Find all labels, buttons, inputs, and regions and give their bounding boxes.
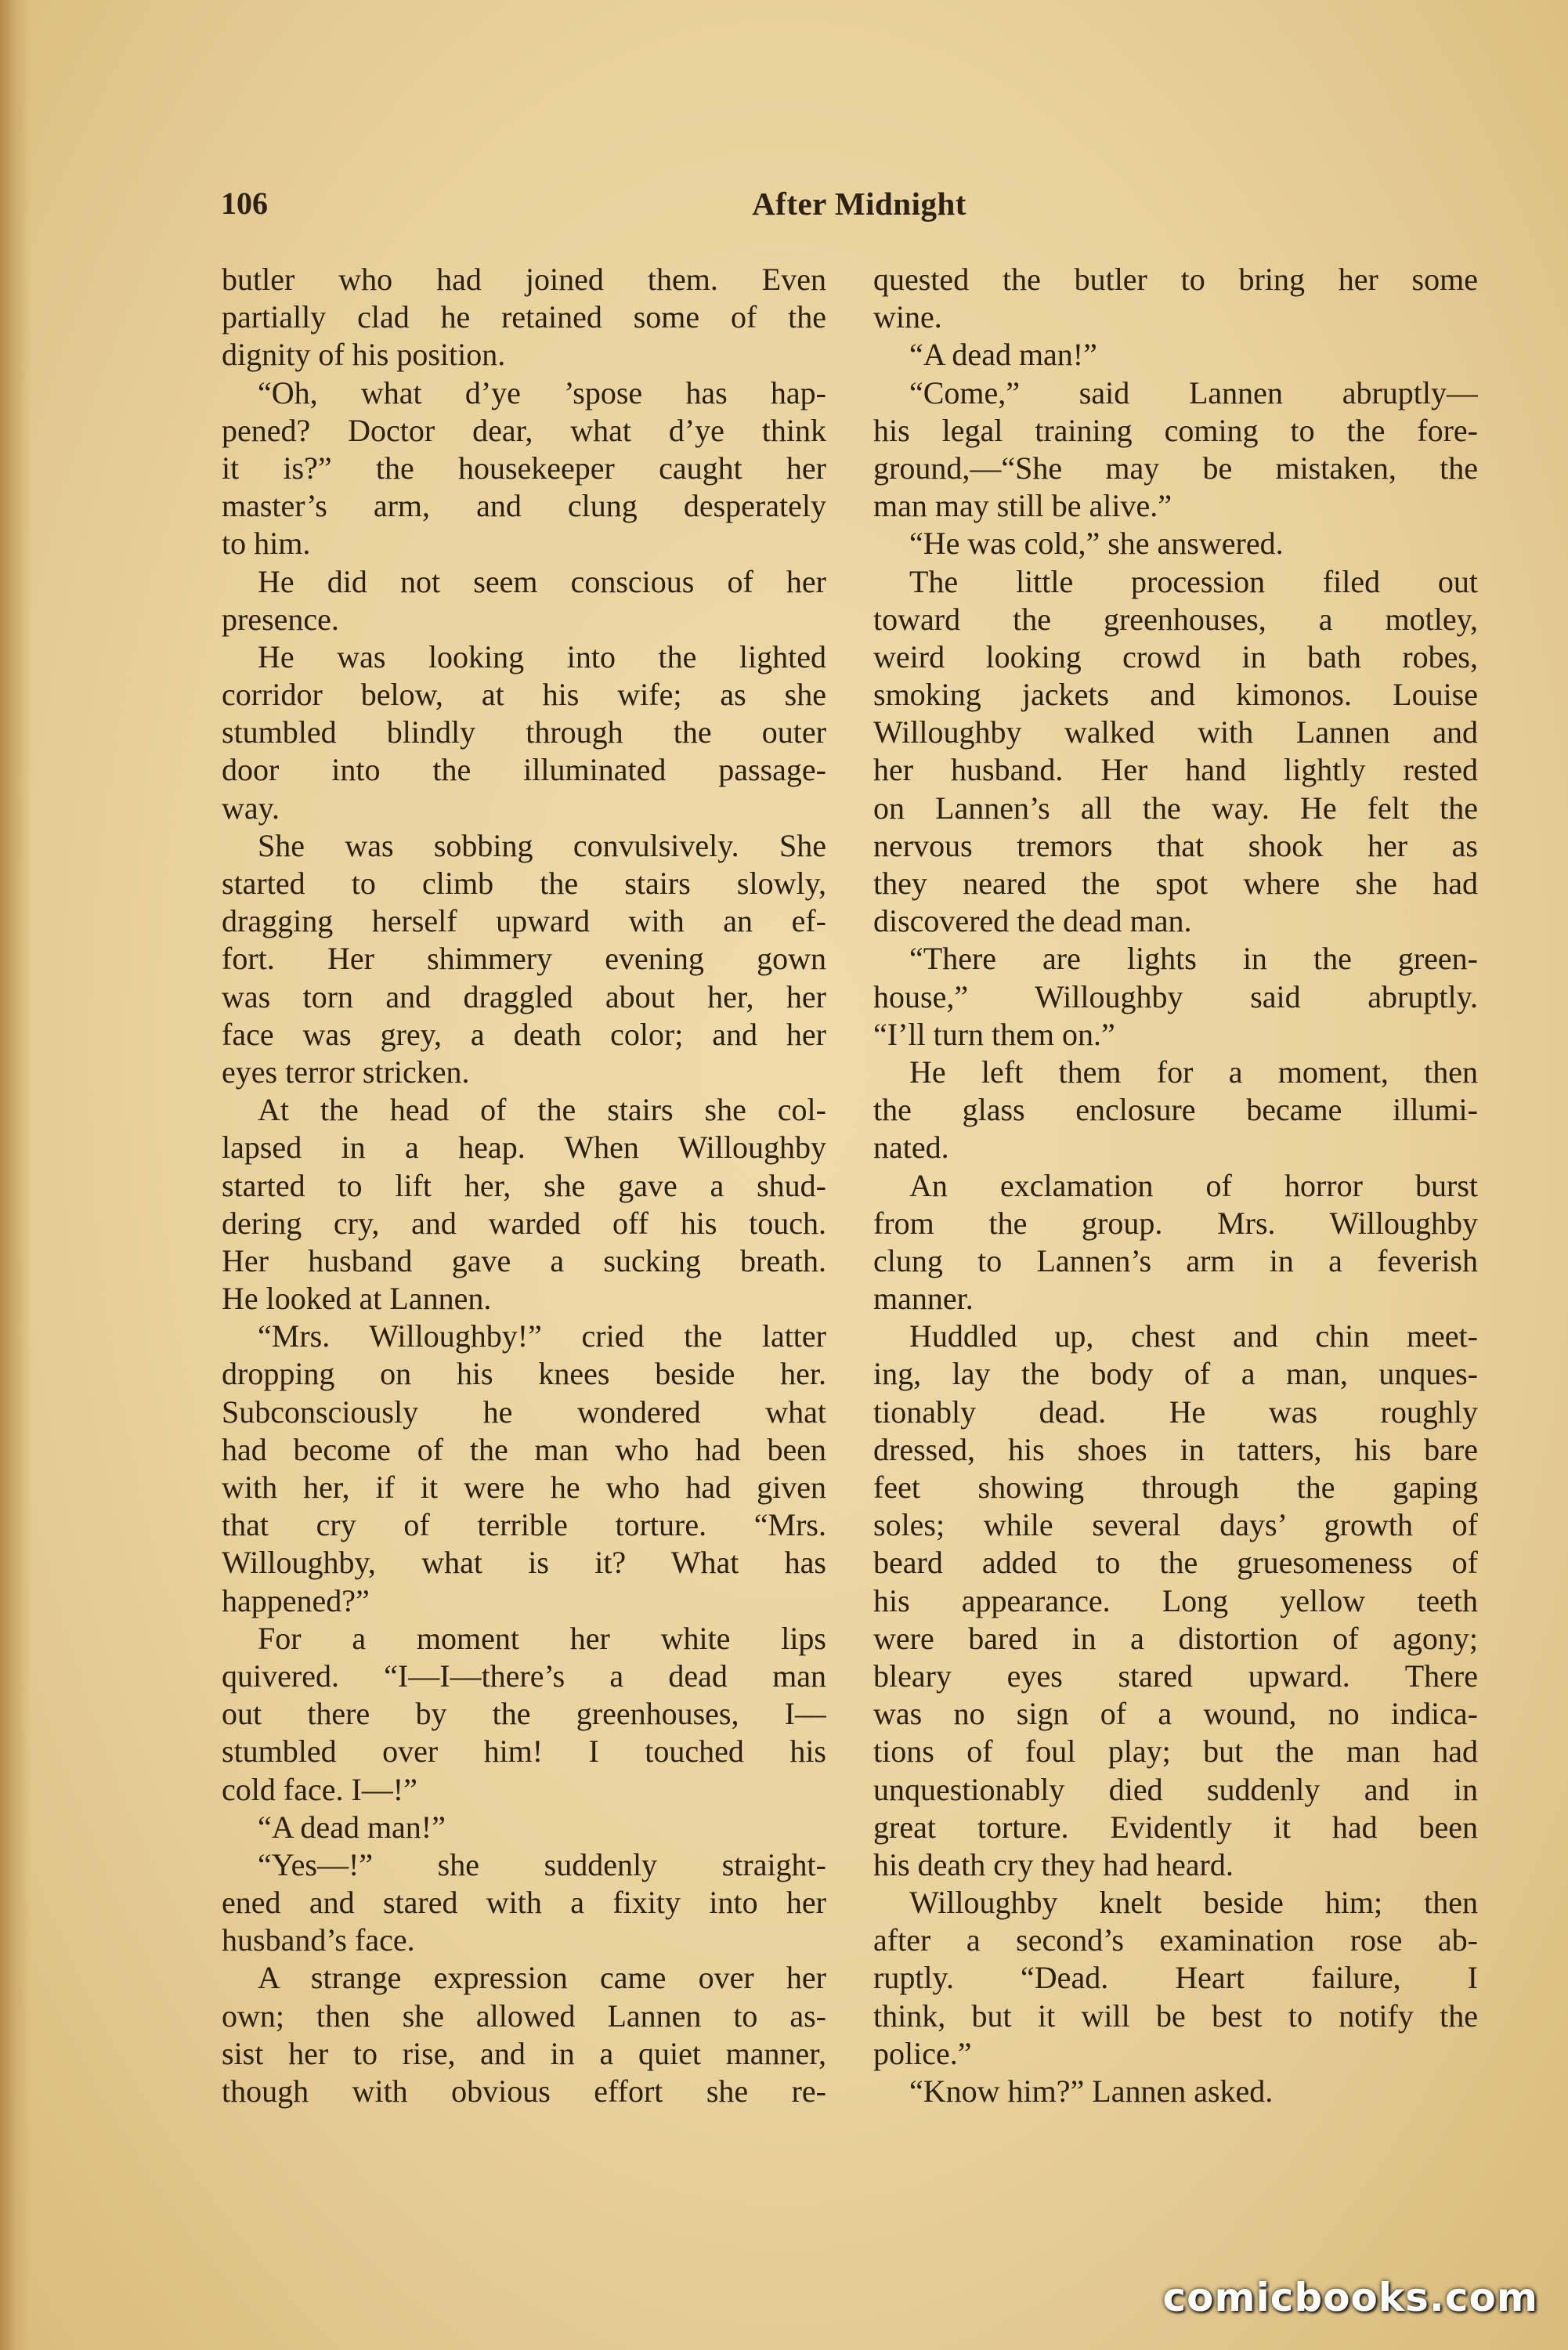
text-line: tionably dead. He was roughly bbox=[873, 1394, 1478, 1430]
text-line: fort. Her shimmery evening gown bbox=[222, 941, 826, 977]
text-line: “Yes—!” she suddenly straight- bbox=[258, 1846, 826, 1882]
text-line: ing, lay the body of a man, unques- bbox=[873, 1356, 1478, 1392]
text-line: police.” bbox=[873, 2035, 972, 2071]
text-line: A strange expression came over her bbox=[258, 1960, 826, 1996]
text-line: her husband. Her hand lightly rested bbox=[873, 752, 1478, 788]
text-line: ground,—“She may be mistaken, the bbox=[873, 450, 1478, 486]
text-line: on Lannen’s all the way. He felt the bbox=[873, 790, 1478, 826]
text-line: clung to Lannen’s arm in a feverish bbox=[873, 1242, 1478, 1278]
text-line: “Oh, what d’ye ’spose has hap- bbox=[258, 374, 826, 410]
right-text-column bbox=[873, 261, 1478, 2110]
text-line: sist her to rise, and in a quiet manner, bbox=[222, 2035, 826, 2071]
text-line: they neared the spot where she had bbox=[873, 866, 1478, 901]
text-line: to him. bbox=[222, 526, 311, 562]
site-watermark: comicbooks.com bbox=[1162, 2275, 1538, 2320]
text-line: discovered the dead man. bbox=[873, 903, 1192, 939]
text-line: the glass enclosure became illumi- bbox=[873, 1092, 1478, 1128]
text-line: “A dead man!” bbox=[258, 1809, 446, 1845]
text-line: dignity of his position. bbox=[222, 337, 506, 373]
text-line: manner. bbox=[873, 1281, 974, 1317]
text-line: after a second’s examination rose ab- bbox=[873, 1922, 1478, 1958]
text-line: Huddled up, chest and chin meet- bbox=[909, 1318, 1478, 1354]
text-line: She was sobbing convulsively. She bbox=[258, 827, 826, 863]
text-line: Willoughby walked with Lannen and bbox=[873, 714, 1478, 750]
text-line: soles; while several days’ growth of bbox=[873, 1507, 1478, 1543]
text-line: his appearance. Long yellow teeth bbox=[873, 1582, 1478, 1618]
running-title: After Midnight bbox=[752, 186, 966, 222]
text-line: happened?” bbox=[222, 1582, 370, 1618]
text-line: dering cry, and warded off his touch. bbox=[222, 1205, 826, 1241]
page-header bbox=[221, 185, 1498, 224]
text-line: ruptly. “Dead. Heart failure, I bbox=[873, 1960, 1478, 1996]
text-line: For a moment her white lips bbox=[258, 1620, 826, 1656]
text-line: door into the illuminated passage- bbox=[222, 752, 826, 788]
text-line: unquestionably died suddenly and in bbox=[873, 1771, 1478, 1807]
text-line: The little procession filed out bbox=[909, 563, 1478, 599]
text-line: butler who had joined them. Even bbox=[222, 262, 826, 297]
text-line: wine. bbox=[873, 299, 942, 335]
text-line: Willoughby knelt beside him; then bbox=[909, 1885, 1478, 1921]
text-line: tions of foul play; but the man had bbox=[873, 1734, 1478, 1770]
text-line: nervous tremors that shook her as bbox=[873, 827, 1478, 863]
text-line: master’s arm, and clung desperately bbox=[222, 488, 826, 524]
text-line: with her, if it were he who had given bbox=[222, 1470, 826, 1505]
page-number: 106 bbox=[221, 186, 268, 221]
left-text-column bbox=[222, 261, 826, 2110]
text-line: weird looking crowd in bath robes, bbox=[873, 638, 1478, 674]
text-line: from the group. Mrs. Willoughby bbox=[873, 1205, 1478, 1241]
text-line: pened? Doctor dear, what d’ye think bbox=[222, 412, 826, 448]
text-line: dropping on his knees beside her. bbox=[222, 1356, 826, 1392]
text-line: out there by the greenhouses, I— bbox=[222, 1696, 826, 1732]
text-line: were bared in a distortion of agony; bbox=[873, 1620, 1478, 1656]
text-line: ened and stared with a fixity into her bbox=[222, 1885, 826, 1921]
text-line: his death cry they had heard. bbox=[873, 1846, 1234, 1882]
text-line: He left them for a moment, then bbox=[909, 1054, 1478, 1090]
text-line: An exclamation of horror burst bbox=[909, 1167, 1478, 1203]
text-line: “A dead man!” bbox=[909, 337, 1097, 373]
text-line: stumbled blindly through the outer bbox=[222, 714, 826, 750]
text-line: man may still be alive.” bbox=[873, 488, 1172, 524]
text-line: own; then she allowed Lannen to as- bbox=[222, 1998, 826, 2034]
text-line: dressed, his shoes in tatters, his bare bbox=[873, 1431, 1478, 1467]
text-line: house,” Willoughby said abruptly. bbox=[873, 978, 1478, 1014]
text-line: cold face. I—!” bbox=[222, 1771, 417, 1807]
text-line: “Come,” said Lannen abruptly— bbox=[909, 374, 1478, 410]
text-line: was torn and draggled about her, her bbox=[222, 978, 826, 1014]
text-line: “Mrs. Willoughby!” cried the latter bbox=[258, 1318, 826, 1354]
text-line: Willoughby, what is it? What has bbox=[222, 1545, 826, 1581]
text-line: great torture. Evidently it had been bbox=[873, 1809, 1478, 1845]
text-line: that cry of terrible torture. “Mrs. bbox=[222, 1507, 826, 1543]
text-line: He looked at Lannen. bbox=[222, 1281, 492, 1317]
text-line: “There are lights in the green- bbox=[909, 941, 1478, 977]
text-line: think, but it will be best to notify the bbox=[873, 1998, 1478, 2034]
text-line: it is?” the housekeeper caught her bbox=[222, 450, 826, 486]
text-line: way. bbox=[222, 790, 280, 826]
text-line: though with obvious effort she re- bbox=[222, 2073, 826, 2109]
text-line: quested the butler to bring her some bbox=[873, 262, 1478, 297]
text-line: stumbled over him! I touched his bbox=[222, 1734, 826, 1770]
text-line: quivered. “I—I—there’s a dead man bbox=[222, 1658, 826, 1694]
text-line: started to climb the stairs slowly, bbox=[222, 866, 826, 901]
text-line: husband’s face. bbox=[222, 1922, 415, 1958]
text-line: presence. bbox=[222, 601, 339, 637]
text-line: face was grey, a death color; and her bbox=[222, 1016, 826, 1052]
text-line: lapsed in a heap. When Willoughby bbox=[222, 1130, 826, 1166]
text-line: “Know him?” Lannen asked. bbox=[909, 2073, 1274, 2109]
text-line: his legal training coming to the fore- bbox=[873, 412, 1478, 448]
text-line: “He was cold,” she answered. bbox=[909, 526, 1284, 562]
text-line: dragging herself upward with an ef- bbox=[222, 903, 826, 939]
text-line: smoking jackets and kimonos. Louise bbox=[873, 677, 1478, 713]
text-line: Subconsciously he wondered what bbox=[222, 1394, 826, 1430]
text-line: feet showing through the gaping bbox=[873, 1470, 1478, 1505]
text-line: partially clad he retained some of the bbox=[222, 299, 826, 335]
text-line: started to lift her, she gave a shud- bbox=[222, 1167, 826, 1203]
text-line: beard added to the gruesomeness of bbox=[873, 1545, 1478, 1581]
text-line: He was looking into the lighted bbox=[258, 638, 826, 674]
text-line: had become of the man who had been bbox=[222, 1431, 826, 1467]
text-line: bleary eyes stared upward. There bbox=[873, 1658, 1478, 1694]
text-line: He did not seem conscious of her bbox=[258, 563, 826, 599]
page-edge-shadow bbox=[0, 0, 31, 2350]
text-line: nated. bbox=[873, 1130, 949, 1166]
text-line: eyes terror stricken. bbox=[222, 1054, 470, 1090]
text-line: corridor below, at his wife; as she bbox=[222, 677, 826, 713]
text-line: At the head of the stairs she col- bbox=[258, 1092, 826, 1128]
text-line: toward the greenhouses, a motley, bbox=[873, 601, 1478, 637]
text-line: “I’ll turn them on.” bbox=[873, 1016, 1115, 1052]
text-line: was no sign of a wound, no indica- bbox=[873, 1696, 1478, 1732]
text-line: Her husband gave a sucking breath. bbox=[222, 1242, 826, 1278]
